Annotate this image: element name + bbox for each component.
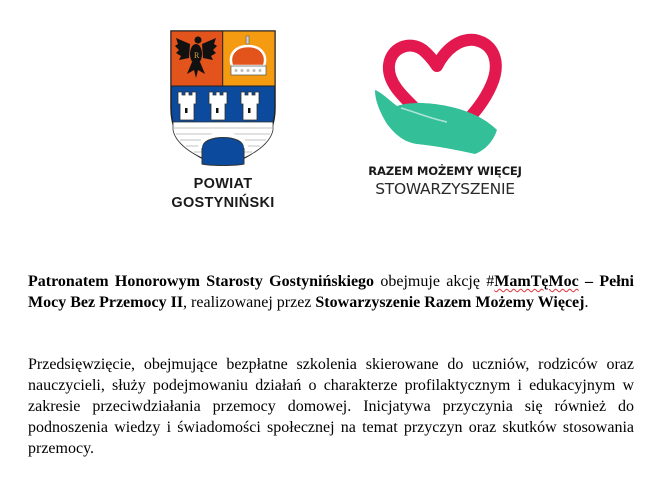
action-intro: obejmuje akcję # (374, 273, 495, 290)
period: . (584, 294, 589, 311)
description-paragraph: Przedsięwzięcie, obejmujące bezpłatne szkolenia skierowane do uczniów, rodziców oraz nauczycieli, służy podejmowaniu działań o charakterze profilaktycznym i edukacyjnym w zakresie przeciwdziałania przemocy domowej. Inicjatywa przyczynia się również do podnoszenia wiedzy i świadomości społecznej na temat przyczyn oraz skutków stosowania przemocy. (28, 356, 634, 457)
svg-text:R: R (194, 51, 200, 60)
organization-name: Stowarzyszenie Razem Możemy Więcej (315, 294, 585, 311)
patronage-bold: Patronatem Honorowym Starosty Gostynińskiego (28, 273, 375, 290)
hashtag: MamTęMoc (494, 273, 579, 290)
heart-in-hand-icon (367, 30, 507, 155)
campaign-name: – Pełni Mocy Bez Przemocy II (28, 273, 634, 311)
association-type: STOWARZYSZENIE (375, 180, 515, 198)
patronage-paragraph (28, 271, 634, 313)
powiat-line1: POWIAT (193, 176, 253, 192)
realized-by: , realizowanej przez (183, 294, 316, 311)
razem-mozemy-wiecej-logo (355, 30, 535, 210)
coat-of-arms-icon (170, 30, 276, 166)
association-name: RAZEM MOŻEMY WIĘCEJ (368, 164, 522, 178)
powiat-gostyninski-logo (160, 28, 286, 213)
powiat-line2: GOSTYNIŃSKI (171, 195, 275, 211)
